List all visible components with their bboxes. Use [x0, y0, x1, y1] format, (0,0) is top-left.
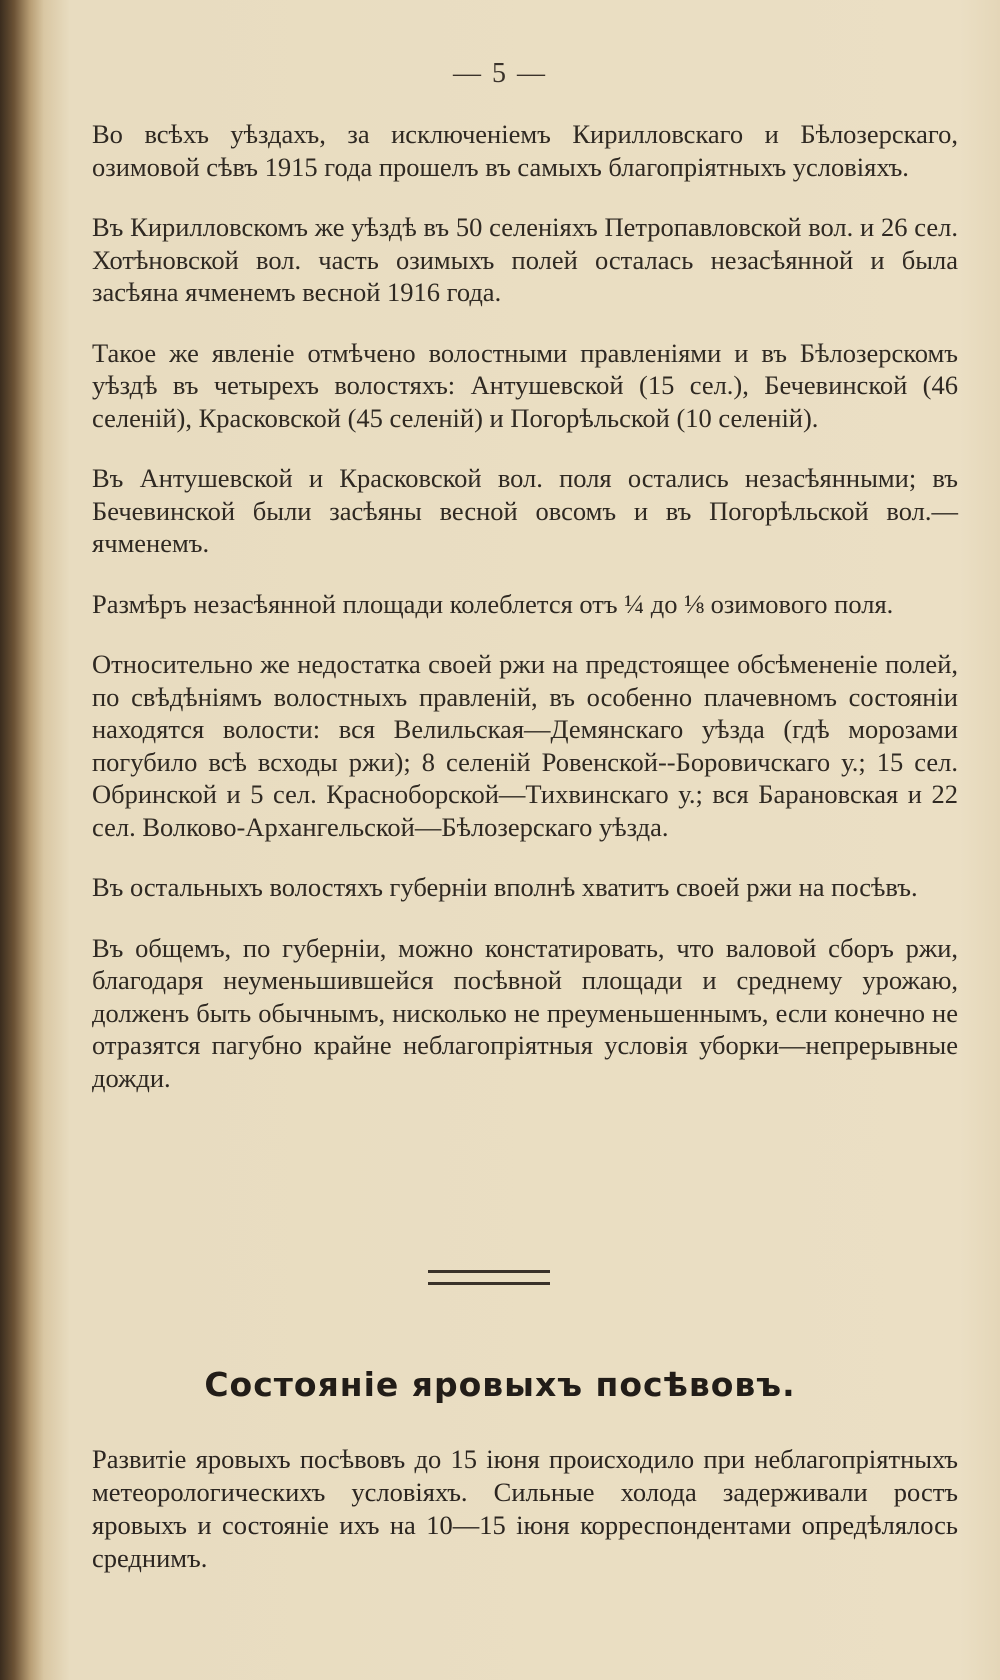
paragraph-1: Во всѣхъ уѣздахъ, за исключеніемъ Кирилловскаго и Бѣлозерскаго, озимовой сѣвъ 1915 года прошелъ въ самыхъ благопріятныхъ условіяхъ.: [92, 119, 958, 182]
paragraph-7: Въ остальныхъ волостяхъ губерніи вполнѣ хватитъ своей ржи на посѣвъ.: [92, 872, 918, 902]
body-text: [92, 118, 958, 1122]
section-paragraph: Развитіе яровыхъ посѣвовъ до 15 іюня происходило при неблагопріятныхъ метеорологическихъ условіяхъ. Сильные холода задерживали ростъ яровыхъ и состояніе ихъ на 10—15 іюня корреспондентами опредѣлялось среднимъ.: [92, 1444, 958, 1573]
paragraph-6: Относительно же недостатка своей ржи на предстоящее обсѣмененіе полей, по свѣдѣніямъ волостныхъ правленій, въ особенно плачевномъ состояніи находятся волости: вся Велильская—Демянскаго уѣзда (гдѣ морозами погубило всѣ всходы ржи); 8 селеній Ровенской--Боровичскаго у.; 15 сел. Обринской и 5 сел. Красноборской—Тихвинскаго у.; вся Барановская и 22 сел. Волково-Архангельской—Бѣлозерскаго уѣзда.: [92, 649, 958, 842]
paragraph-8: Въ общемъ, по губерніи, можно констатировать, что валовой сборъ ржи, благодаря неуменьшившейся посѣвной площади и среднему урожаю, долженъ быть обычнымъ, нисколько не преуменьшеннымъ, если конечно не отразятся пагубно крайне неблагопріятныя условія уборки—непрерывные дожди.: [92, 932, 958, 1093]
section-heading: Состояніе яровыхъ посѣвовъ.: [204, 1365, 796, 1404]
paragraph-2: Въ Кирилловскомъ же уѣздѣ въ 50 селеніяхъ Петропавловской вол. и 26 сел. Хотѣновской вол. часть озимыхъ полей осталась незасѣянной и была засѣяна ячменемъ весной 1916 года.: [92, 212, 958, 307]
section-divider: [428, 1270, 550, 1285]
paragraph-4: Въ Антушевской и Красковской вол. поля остались незасѣянными; въ Бечевинской были засѣяны весной овсомъ и въ Погорѣльской вол.—ячменемъ.: [92, 463, 958, 558]
paragraph-3: Такое же явленіе отмѣчено волостными правленіями и въ Бѣлозерскомъ уѣздѣ въ четырехъ волостяхъ: Антушевской (15 сел.), Бечевинской (46 селеній), Красковской (45 селеній) и Погорѣльской (10 селеній).: [92, 337, 958, 433]
paragraph-5: Размѣръ незасѣянной площади колеблется отъ ¼ до ⅛ озимового поля.: [92, 588, 894, 619]
page-number: — 5 —: [453, 58, 547, 89]
